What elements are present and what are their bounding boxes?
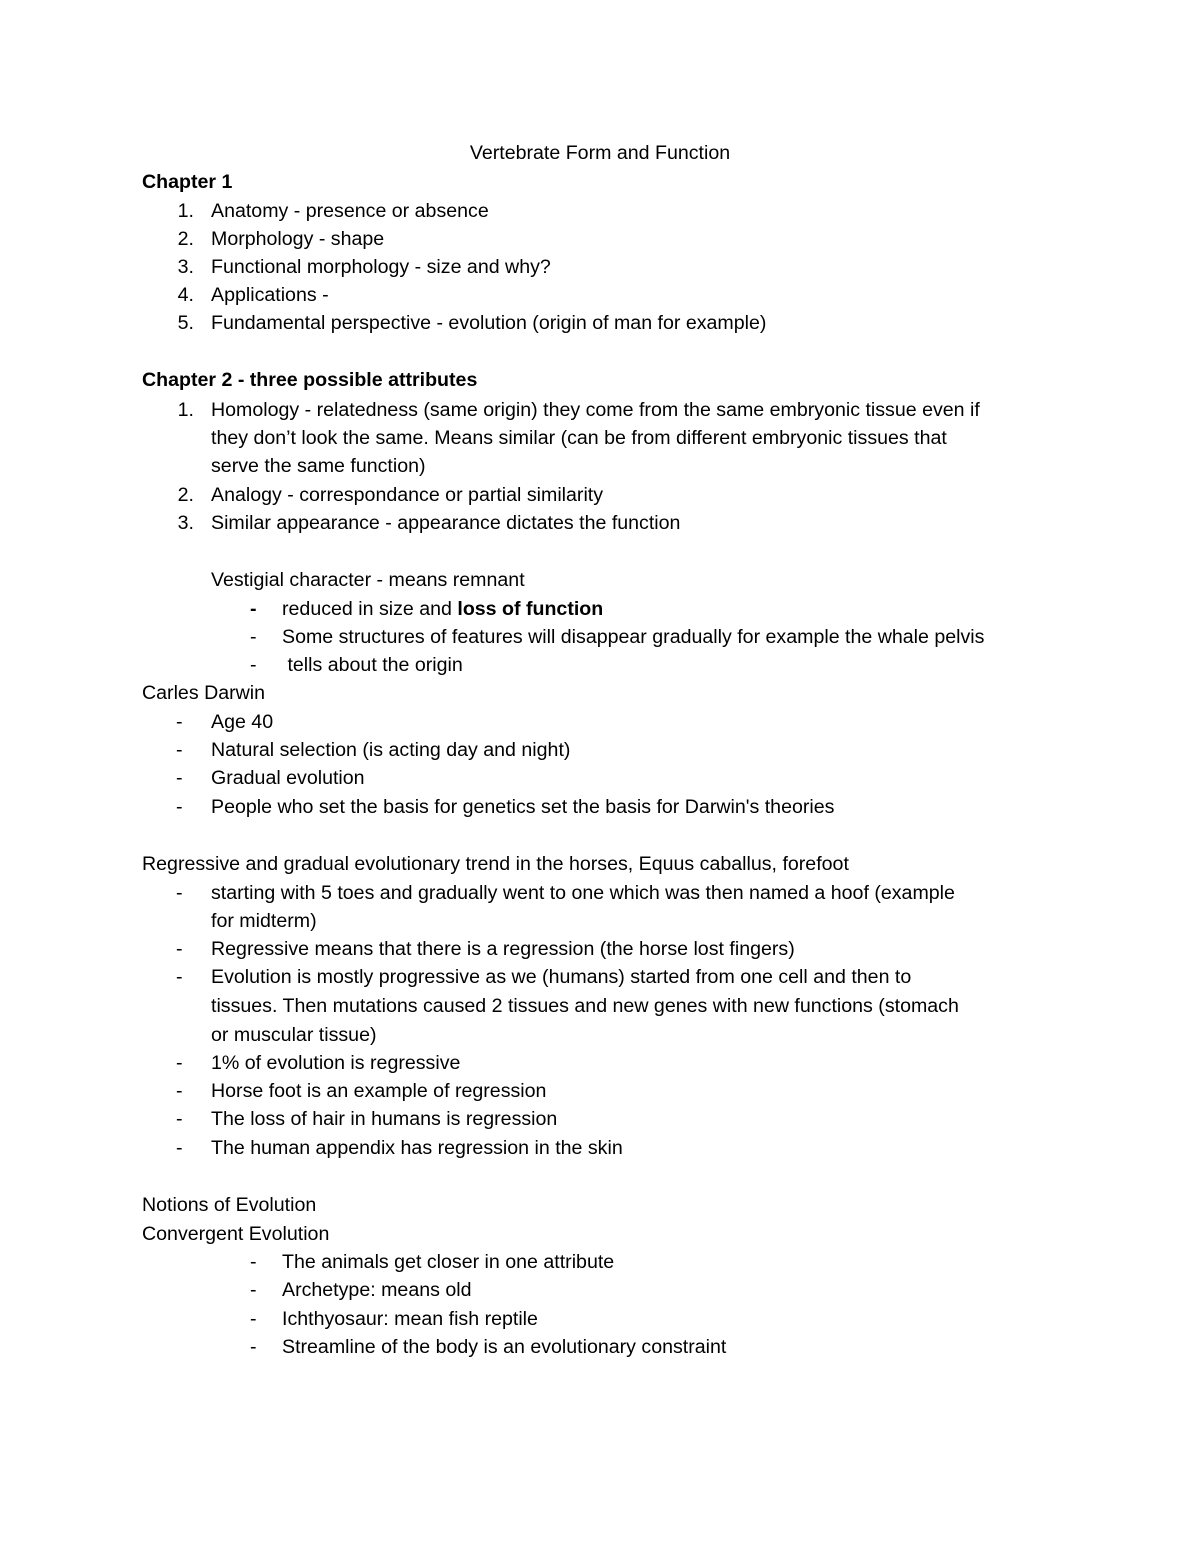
list-item-line: serve the same function) — [211, 455, 426, 477]
regressive-item-line: starting with 5 toes and gradually went to one which was then named a hoof (example — [211, 882, 955, 904]
dash-bullet: - — [250, 1279, 257, 1301]
list-number: 1. — [177, 200, 194, 222]
list-item: Anatomy - presence or absence — [211, 200, 489, 222]
dash-bullet: - — [176, 1108, 183, 1130]
chapter-1-heading: Chapter 1 — [142, 171, 233, 193]
convergent-item: Streamline of the body is an evolutionary constraint — [282, 1336, 727, 1358]
list-number: 4. — [177, 284, 194, 306]
dash-bullet: - — [176, 966, 183, 988]
dash-bullet: - — [250, 626, 257, 648]
vestigial-item-text: reduced in size and — [282, 598, 458, 620]
dash-bullet: - — [176, 711, 183, 733]
convergent-item: The animals get closer in one attribute — [282, 1251, 615, 1273]
list-number: 5. — [177, 312, 194, 334]
dash-bullet: - — [176, 739, 183, 761]
dash-bullet: - — [250, 654, 257, 676]
list-number: 3. — [177, 256, 194, 278]
list-item: Fundamental perspective - evolution (origin of man for example) — [211, 312, 767, 334]
regressive-item-line: Evolution is mostly progressive as we (humans) started from one cell and then to — [211, 966, 912, 988]
notions-heading: Notions of Evolution — [142, 1194, 317, 1216]
regressive-item-line: tissues. Then mutations caused 2 tissues and new genes with new functions (stomach — [211, 995, 959, 1017]
darwin-heading: Carles Darwin — [142, 682, 266, 704]
dash-bullet: - — [176, 796, 183, 818]
list-number: 3. — [177, 512, 194, 534]
darwin-item: Age 40 — [211, 711, 274, 733]
list-number: 2. — [177, 484, 194, 506]
darwin-item: Gradual evolution — [211, 767, 365, 789]
list-item: Applications - — [211, 284, 329, 306]
vestigial-item: tells about the origin — [282, 654, 463, 676]
list-item-line: Homology - relatedness (same origin) they come from the same embryonic tissue even if — [211, 399, 980, 421]
vestigial-item: Some structures of features will disappear gradually for example the whale pelvis — [282, 626, 985, 648]
darwin-item: People who set the basis for genetics set the basis for Darwin's theories — [211, 796, 835, 818]
dash-bullet: - — [176, 1137, 183, 1159]
regressive-item-line: Horse foot is an example of regression — [211, 1080, 547, 1102]
vestigial-heading: Vestigial character - means remnant — [211, 569, 525, 591]
dash-bullet: - — [250, 1251, 257, 1273]
list-item: Functional morphology - size and why? — [211, 256, 551, 278]
convergent-item: Ichthyosaur: mean fish reptile — [282, 1308, 538, 1330]
regressive-item-line: or muscular tissue) — [211, 1024, 377, 1046]
dash-bullet: - — [250, 1308, 257, 1330]
list-item-line: Similar appearance - appearance dictates the function — [211, 512, 681, 534]
dash-bullet: - — [176, 882, 183, 904]
dash-bullet: - — [176, 938, 183, 960]
list-item-line: they don’t look the same. Means similar (can be from different embryonic tissues that — [211, 427, 947, 449]
regressive-item-line: 1% of evolution is regressive — [211, 1052, 461, 1074]
chapter-2-heading: Chapter 2 - three possible attributes — [142, 369, 478, 391]
vestigial-item — [282, 595, 603, 623]
regressive-heading: Regressive and gradual evolutionary trend in the horses, Equus caballus, forefoot — [142, 853, 849, 875]
darwin-item: Natural selection (is acting day and night) — [211, 739, 571, 761]
list-item-line: Analogy - correspondance or partial similarity — [211, 484, 604, 506]
dash-bullet: - — [250, 598, 257, 620]
dash-bullet: - — [250, 1336, 257, 1358]
list-number: 2. — [177, 228, 194, 250]
convergent-heading: Convergent Evolution — [142, 1223, 330, 1245]
regressive-item-line: Regressive means that there is a regression (the horse lost fingers) — [211, 938, 795, 960]
list-number: 1. — [177, 399, 194, 421]
regressive-item-line: The human appendix has regression in the skin — [211, 1137, 623, 1159]
dash-bullet: - — [176, 1080, 183, 1102]
regressive-item-line: for midterm) — [211, 910, 317, 932]
convergent-item: Archetype: means old — [282, 1279, 472, 1301]
dash-bullet: - — [176, 1052, 183, 1074]
regressive-item-line: The loss of hair in humans is regression — [211, 1108, 558, 1130]
list-item: Morphology - shape — [211, 228, 385, 250]
dash-bullet: - — [176, 767, 183, 789]
vestigial-item-bold-text: loss of function — [457, 598, 604, 620]
document-title: Vertebrate Form and Function — [469, 142, 731, 164]
